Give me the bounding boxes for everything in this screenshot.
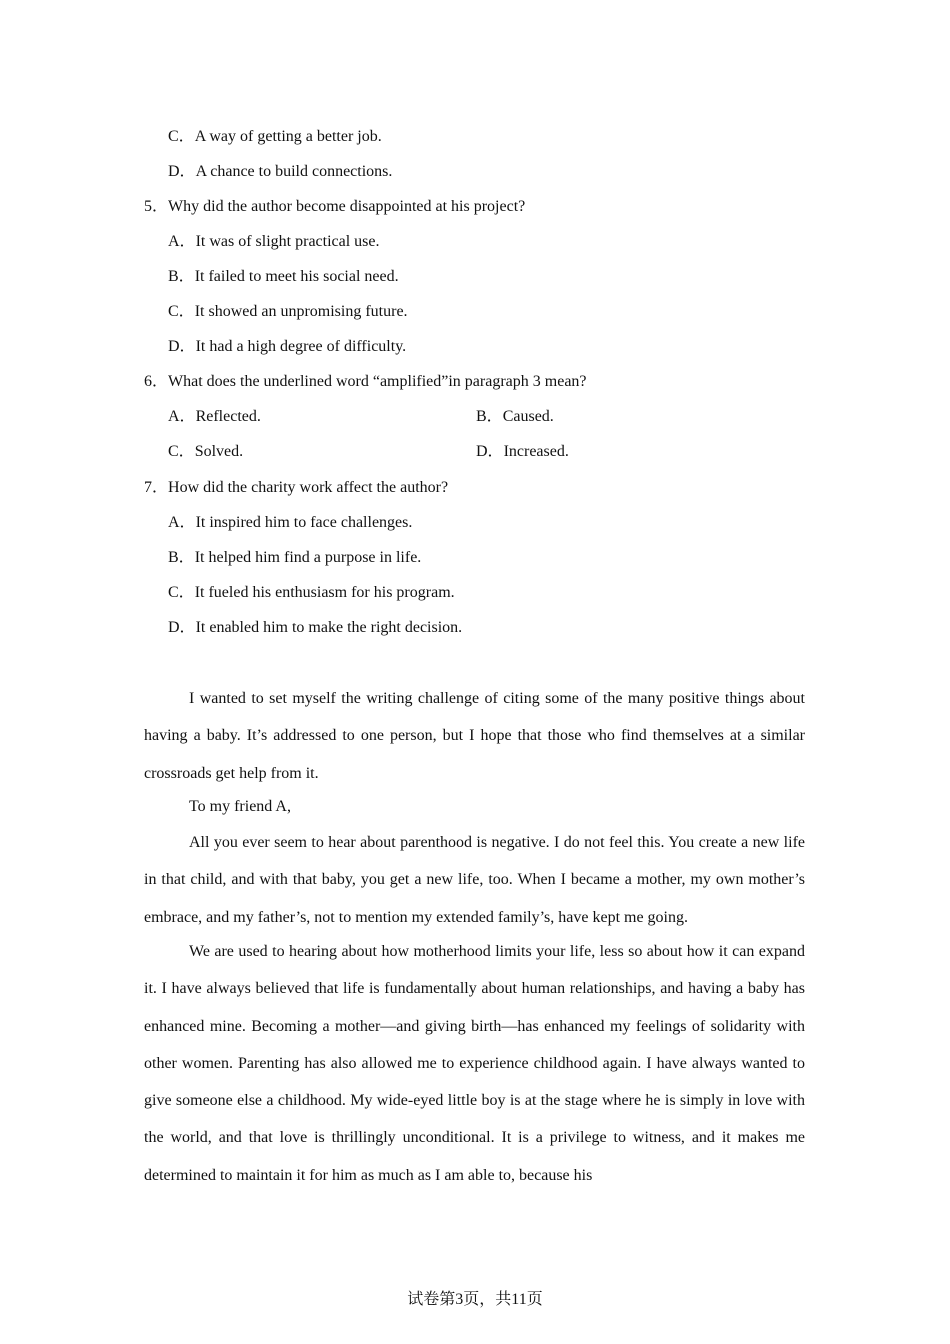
question-number: 7． xyxy=(144,479,169,496)
q7-stem xyxy=(144,478,448,498)
option-text: It enabled him to make the right decision. xyxy=(195,619,463,636)
option-text: Caused. xyxy=(502,408,554,425)
option-text: A way of getting a better job. xyxy=(194,128,382,145)
q4-option-c xyxy=(168,127,382,147)
q5-option-a xyxy=(168,232,380,252)
letter-salutation: To my friend A, xyxy=(189,798,291,815)
option-label: C． xyxy=(168,584,195,601)
question-number: 5． xyxy=(144,198,169,215)
question-number: 6． xyxy=(144,373,169,390)
option-label: C． xyxy=(168,128,195,145)
q7-option-a xyxy=(168,513,412,533)
option-label: D． xyxy=(168,619,196,636)
option-text: A chance to build connections. xyxy=(195,163,393,180)
option-label: C． xyxy=(168,303,195,320)
option-text: Solved. xyxy=(194,443,244,460)
option-label: A． xyxy=(168,408,196,425)
q5-option-c xyxy=(168,302,408,322)
q5-option-b xyxy=(168,267,399,287)
q7-option-b xyxy=(168,548,421,568)
option-label: A． xyxy=(168,514,196,531)
question-text: How did the charity work affect the author? xyxy=(168,479,449,496)
option-text: Increased. xyxy=(503,443,569,460)
option-text: It failed to meet his social need. xyxy=(194,268,399,285)
q6-option-d xyxy=(476,442,569,462)
option-label: D． xyxy=(476,443,504,460)
option-label: B． xyxy=(168,549,195,566)
q5-stem xyxy=(144,197,525,217)
option-text: It fueled his enthusiasm for his program. xyxy=(194,584,455,601)
q4-option-d xyxy=(168,162,392,182)
option-label: B． xyxy=(168,268,195,285)
page-footer: 试卷第3页，共11页 xyxy=(407,1291,543,1308)
question-text: Why did the author become disappointed at his project? xyxy=(168,198,526,215)
passage-paragraph-2: We are used to hearing about how motherhood limits your life, less so about how it can expand it. I have always believed that life is fundamentally about human relationships, and having a baby has enhanced mine. Becoming a mother—and giving birth—has enhanced my feelings of solidarity with other women. Parenting has also allowed me to experience childhood again. I have always wanted to give someone else a childhood. My wide-eyed little boy is at the stage where he is simply in love with the world, and that love is thrillingly unconditional. It is a privilege to witness, and it makes me determined to maintain it for him as much as I am able to, because his xyxy=(144,943,805,1184)
option-label: D． xyxy=(168,163,196,180)
q5-option-d xyxy=(168,337,406,357)
option-label: A． xyxy=(168,233,196,250)
option-text: It inspired him to face challenges. xyxy=(195,514,413,531)
q6-stem xyxy=(144,372,587,392)
q6-option-c xyxy=(168,442,243,462)
option-text: It showed an unpromising future. xyxy=(194,303,408,320)
option-label: B． xyxy=(476,408,503,425)
passage-paragraph-1: All you ever seem to hear about parenthood is negative. I do not feel this. You create a new life in that child, and with that baby, you get a new life, too. When I became a mother, my own mother’s embrace, and my father’s, not to mention my extended family’s, have kept me going. xyxy=(144,834,805,926)
q7-option-c xyxy=(168,583,455,603)
option-text: It helped him find a purpose in life. xyxy=(194,549,422,566)
option-text: It was of slight practical use. xyxy=(195,233,380,250)
q7-option-d xyxy=(168,618,462,638)
option-label: D． xyxy=(168,338,196,355)
q6-option-b xyxy=(476,407,554,427)
option-text: It had a high degree of difficulty. xyxy=(195,338,407,355)
passage-intro: I wanted to set myself the writing challenge of citing some of the many positive things about having a baby. It’s addressed to one person, but I hope that those who find themselves at a similar crossroads get help from it. xyxy=(144,690,805,782)
option-label: C． xyxy=(168,443,195,460)
q6-option-a xyxy=(168,407,261,427)
option-text: Reflected. xyxy=(195,408,261,425)
question-text: What does the underlined word “amplified”in paragraph 3 mean? xyxy=(168,373,587,390)
